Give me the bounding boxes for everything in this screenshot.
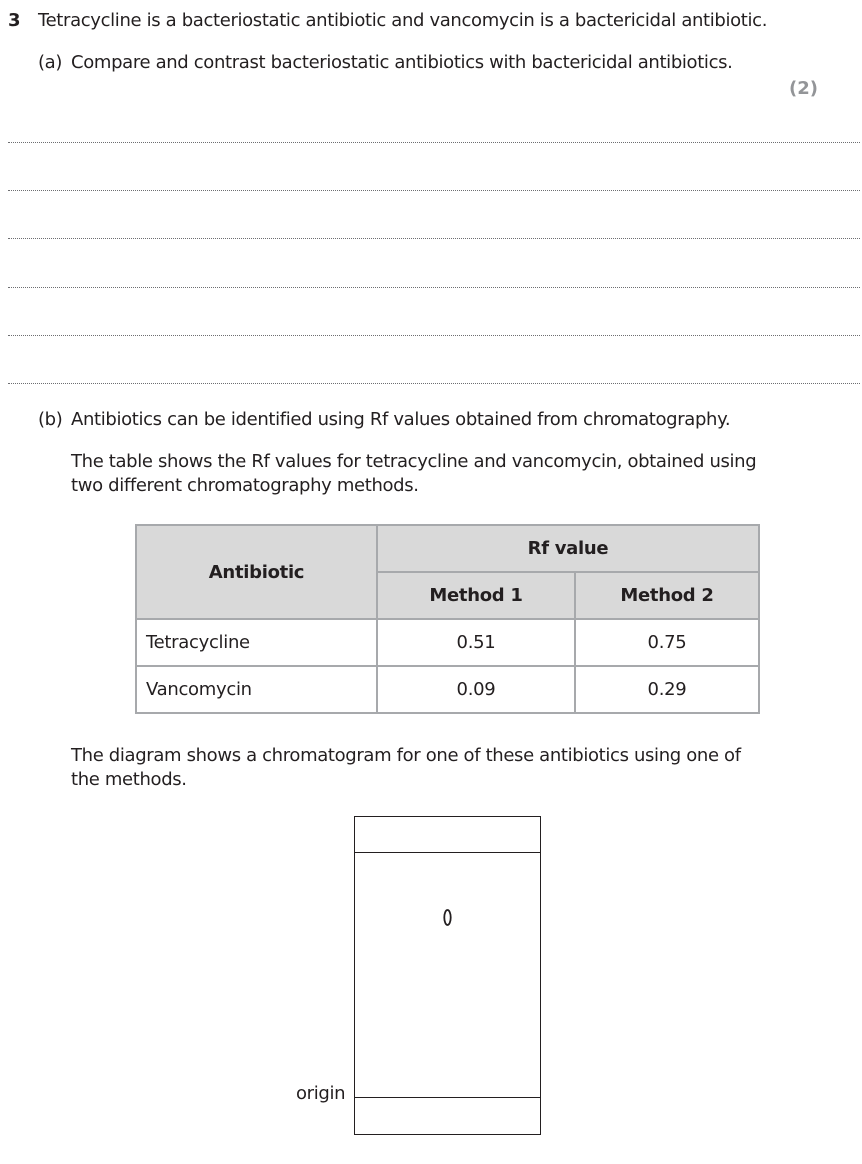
- col-header-antibiotic: Antibiotic: [136, 525, 377, 619]
- col-header-method-1: Method 1: [377, 572, 575, 619]
- part-a-label: (a): [38, 52, 63, 73]
- rf-method-1: 0.51: [377, 619, 575, 666]
- rf-value-table: [135, 524, 760, 714]
- answer-line[interactable]: [8, 238, 860, 239]
- diagram-intro-line-1: The diagram shows a chromatogram for one of these antibiotics using one of: [71, 745, 741, 766]
- rf-method-2: 0.75: [575, 619, 759, 666]
- answer-line[interactable]: [8, 190, 860, 191]
- diagram-intro-line-2: the methods.: [71, 769, 187, 790]
- rf-method-2: 0.29: [575, 666, 759, 713]
- rf-method-1: 0.09: [377, 666, 575, 713]
- antibiotic-spot: [440, 906, 456, 930]
- col-header-rf-value: Rf value: [377, 525, 759, 572]
- answer-line[interactable]: [8, 287, 860, 288]
- table-intro-line-1: The table shows the Rf values for tetracycline and vancomycin, obtained using: [71, 451, 757, 472]
- part-b-intro: Antibiotics can be identified using Rf values obtained from chromatography.: [71, 409, 731, 430]
- chromatography-paper: [354, 816, 541, 1135]
- answer-line[interactable]: [8, 335, 860, 336]
- part-b-label: (b): [38, 409, 63, 430]
- answer-line[interactable]: [8, 142, 860, 143]
- col-header-method-2: Method 2: [575, 572, 759, 619]
- table-row: [136, 619, 759, 666]
- origin-line: [354, 1097, 541, 1098]
- antibiotic-name: Tetracycline: [136, 619, 377, 666]
- antibiotic-name: Vancomycin: [136, 666, 377, 713]
- table-row: [136, 666, 759, 713]
- origin-label: origin: [296, 1083, 346, 1104]
- part-a-question: Compare and contrast bacteriostatic antibiotics with bactericidal antibiotics.: [71, 52, 733, 73]
- question-stem: Tetracycline is a bacteriostatic antibiotic and vancomycin is a bactericidal antibiotic.: [38, 10, 768, 31]
- table-intro-line-2: two different chromatography methods.: [71, 475, 419, 496]
- question-number: 3: [8, 10, 21, 31]
- answer-line[interactable]: [8, 383, 860, 384]
- solvent-front-line: [354, 852, 541, 853]
- part-a-marks: (2): [789, 78, 818, 99]
